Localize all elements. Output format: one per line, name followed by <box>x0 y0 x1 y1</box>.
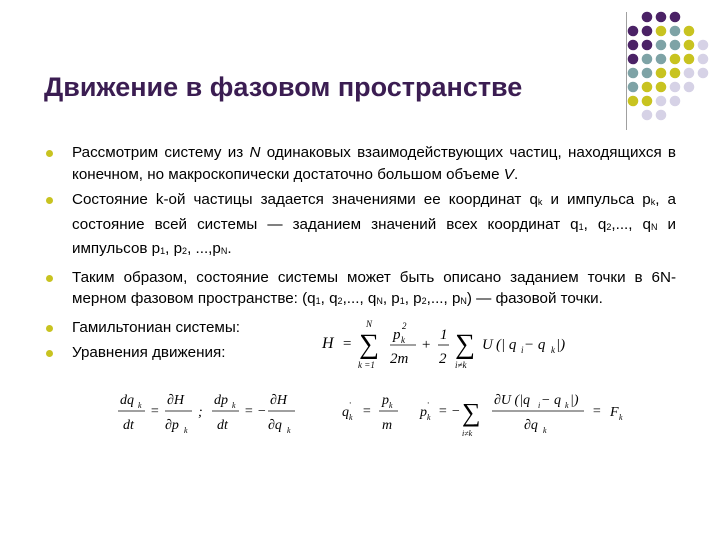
bullet-item <box>46 267 676 313</box>
formula-symbol: ∂H <box>270 393 288 408</box>
sum-icon: ∑ <box>455 329 475 360</box>
formula-symbol: H <box>322 335 334 352</box>
formula-symbol: (| q <box>496 337 517 353</box>
formula-symbol: k <box>543 426 547 435</box>
formula-symbol: i <box>521 345 524 355</box>
formula-symbol: |) <box>570 393 579 408</box>
dot <box>642 40 653 51</box>
bullet-dot-icon <box>46 325 53 332</box>
formula-symbol: k <box>427 413 431 422</box>
formula-symbol: 1 <box>440 327 448 343</box>
dot <box>628 96 639 107</box>
formula-symbol: k <box>401 335 405 345</box>
formula-symbol: k <box>619 413 623 422</box>
bullet-item <box>46 142 676 185</box>
dot <box>698 68 709 79</box>
formula-symbol: 2 <box>439 351 447 367</box>
formula-symbol: ∂U (|q <box>494 393 531 408</box>
formula-symbol: U <box>482 337 493 353</box>
dot <box>684 40 695 51</box>
dot <box>656 82 667 93</box>
dot <box>698 40 709 51</box>
slide-title: Движение в фазовом пространстве <box>44 72 523 102</box>
bullet-text: Рассмотрим систему из N одинаковых взаимодействующих частиц, находящихся в конечном, но макроскопически достаточно большом объеме V. <box>72 144 677 183</box>
formula-symbol: ; <box>198 405 203 420</box>
formula-symbol: |) <box>556 337 566 353</box>
dot <box>670 40 681 51</box>
formula-symbol: k <box>287 426 291 435</box>
formula-symbol: k <box>565 401 569 410</box>
formula-symbol: dp <box>214 393 228 408</box>
formula-symbol: ∂H <box>167 393 185 408</box>
formula-symbol: · <box>427 398 430 408</box>
formula-symbol: = <box>342 336 353 352</box>
dot <box>656 110 667 121</box>
formula-symbol: = − <box>438 404 461 419</box>
formula-symbol: − q <box>541 393 561 408</box>
formula-symbol: 2 <box>402 321 407 331</box>
formula-symbol: + <box>421 337 432 353</box>
vertical-divider <box>626 12 627 130</box>
formula-symbol: k <box>349 413 353 422</box>
formula-symbol: k =1 <box>358 360 375 370</box>
dot <box>628 26 639 37</box>
dot <box>628 40 639 51</box>
dot <box>642 26 653 37</box>
dot <box>656 54 667 65</box>
bullet-item <box>46 189 676 263</box>
dot <box>670 82 681 93</box>
dot <box>656 96 667 107</box>
dot <box>684 26 695 37</box>
dot <box>670 68 681 79</box>
bullet-text: Состояние k-ой частицы задается значениями ее координат $q_k$ и импульса $p_k$, а состояние всей системы — заданием значений всех координат $q_1$, $q_2$,..., $q_N$ и импульсов $p_1$, $p_2$, $...,p_N$. <box>72 191 676 257</box>
formula-symbol: dt <box>123 418 134 433</box>
bullet-dot-icon <box>46 350 53 357</box>
dot <box>698 54 709 65</box>
bullet-text: Уравнения движения: <box>72 344 226 361</box>
formula-symbol: = − <box>244 404 267 419</box>
formula-symbol: F <box>610 405 619 420</box>
dot <box>684 68 695 79</box>
hamiltonian-formula <box>316 312 576 374</box>
dot <box>628 68 639 79</box>
dot <box>684 54 695 65</box>
formula-symbol: k <box>551 345 555 355</box>
bullet-dot-icon <box>46 150 53 157</box>
formula-symbol: k <box>389 401 393 410</box>
formula-symbol: − q <box>524 337 546 353</box>
bullet-text: Таким образом, состояние системы может быть описано заданием точки в 6N-мерном фазовом пространстве: ($q_1$, $q_2$,..., $q_N$, $p_1$, $p_2$,..., $p_N$) — фазовой точки. <box>72 268 676 307</box>
motion-equations <box>110 382 630 442</box>
dot <box>670 96 681 107</box>
dot <box>642 12 653 23</box>
bullet-text: Гамильтониан системы: <box>72 318 240 336</box>
bullet-dot-icon <box>46 197 53 204</box>
bullet-dot-icon <box>46 275 53 282</box>
dot <box>628 82 639 93</box>
formula-symbol: 2m <box>390 351 409 367</box>
dot <box>642 54 653 65</box>
dot <box>628 54 639 65</box>
dot <box>670 26 681 37</box>
dot <box>656 68 667 79</box>
dot <box>642 96 653 107</box>
formula-symbol: k <box>138 401 142 410</box>
formula-symbol: ∂q <box>524 418 538 433</box>
formula-symbol: ∂p <box>165 418 179 433</box>
dot <box>670 12 681 23</box>
formula-symbol: ∂q <box>268 418 282 433</box>
dot <box>670 54 681 65</box>
formula-symbol: N <box>366 319 373 329</box>
dot <box>656 40 667 51</box>
dot <box>642 68 653 79</box>
sum-icon: ∑ <box>359 329 379 360</box>
sum-icon: ∑ <box>462 398 481 427</box>
formula-symbol: k <box>232 401 236 410</box>
formula-symbol: k <box>184 426 188 435</box>
formula-symbol: = <box>592 404 602 419</box>
dot <box>684 82 695 93</box>
formula-symbol: = <box>150 404 160 419</box>
decorative-dot-grid <box>0 0 720 130</box>
formula-symbol: dt <box>217 418 228 433</box>
formula-symbol: m <box>382 418 393 433</box>
formula-symbol: p <box>382 393 389 408</box>
formula-symbol: q <box>342 405 349 420</box>
dot <box>656 12 667 23</box>
formula-symbol: = <box>362 404 372 419</box>
formula-symbol: p <box>420 405 427 420</box>
formula-symbol: i≠k <box>455 360 467 370</box>
dot <box>656 26 667 37</box>
formula-symbol: p <box>393 327 401 343</box>
dot <box>642 110 653 121</box>
dot <box>642 82 653 93</box>
formula-symbol: i <box>538 401 541 410</box>
formula-symbol: i≠k <box>462 429 473 438</box>
formula-symbol: dq <box>120 393 134 408</box>
formula-symbol: · <box>349 398 352 408</box>
